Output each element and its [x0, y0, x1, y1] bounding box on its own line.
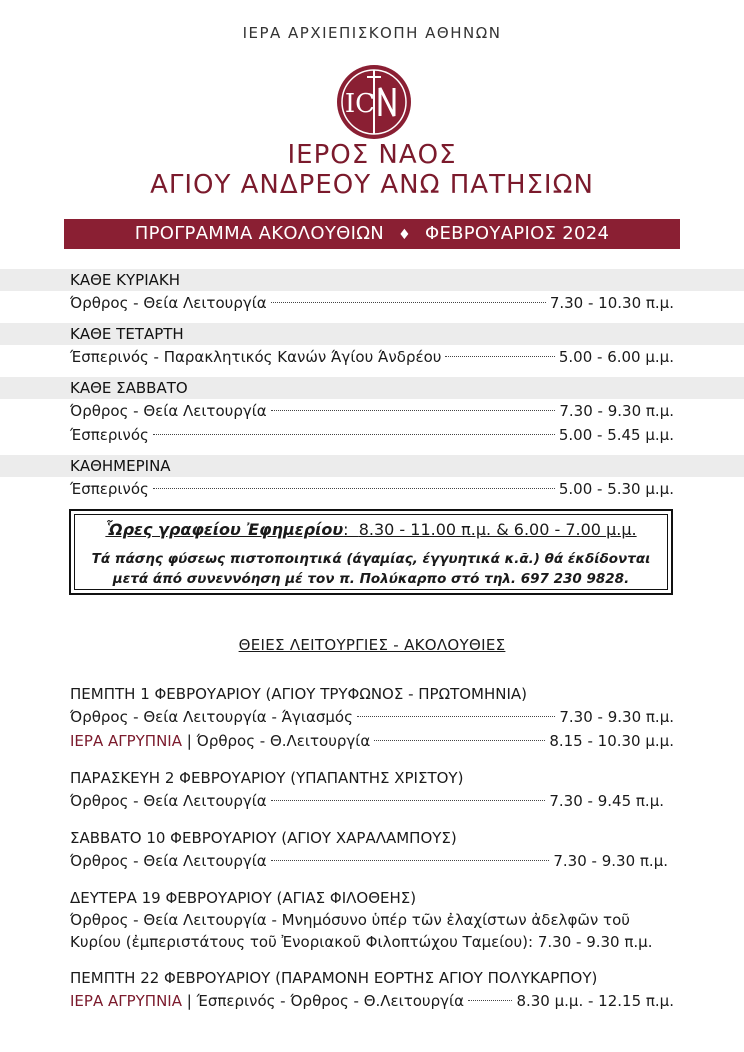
church-name-line2: ΑΓΙΟΥ ΑΝΔΡΕΟΥ ΑΝΩ ΠΑΤΗΣΙΩΝ — [150, 170, 594, 200]
leader-dots — [271, 410, 556, 411]
service-name-text: Έσπερινός - Όρθρος - Θ.Λειτουργία — [196, 992, 464, 1010]
event-feb22 — [0, 967, 744, 1013]
service-row — [0, 729, 744, 753]
service-time: 8.15 - 10.30 μ.μ. — [549, 732, 674, 750]
service-time: 5.00 - 5.45 μ.μ. — [558, 426, 674, 444]
service-row — [0, 849, 744, 873]
service-time: 7.30 - 9.45 π.μ. — [549, 792, 664, 810]
service-name: Όρθρος - Θεία Λειτουργία — [70, 402, 267, 420]
archdiocese-title: ΙΕΡΑ ΑΡΧΙΕΠΙΣΚΟΠΗ ΑΘΗΝΩΝ — [242, 24, 502, 42]
liturgies-list — [0, 683, 744, 1027]
service-name — [70, 729, 370, 753]
day-header-wednesday: ΚΑΘΕ ΤΕΤΑΡΤΗ — [0, 323, 744, 345]
service-time: 7.30 - 9.30 π.μ. — [559, 402, 674, 420]
event-title: ΠΑΡΑΣΚΕΥΗ 2 ΦΕΒΡΟΥΑΡΙΟΥ (ΥΠΑΠΑΝΤΗΣ ΧΡΙΣΤΟΥ) — [70, 769, 464, 787]
event-feb1 — [0, 683, 744, 753]
leader-dots — [271, 302, 546, 303]
service-name: Όρθρος - Θεία Λειτουργία - Άγιασμός — [70, 708, 353, 726]
banner-month-label: ΦΕΒΡΟΥΑΡΙΟΣ 2024 — [424, 223, 610, 244]
leader-dots — [374, 740, 545, 741]
leader-dots — [153, 434, 555, 435]
event-description-line1: Όρθρος - Θεία Λειτουργία - Μνημόσυνο ὑπέρ τῶν ἐλαχίστων ἀδελφῶν τοῦ — [70, 911, 630, 929]
service-row — [0, 705, 744, 729]
event-title: ΔΕΥΤΕΡΑ 19 ΦΕΒΡΟΥΑΡΙΟΥ (ΑΓΙΑΣ ΦΙΛΟΘΕΗΣ) — [70, 889, 417, 907]
service-name: Όρθρος - Θεία Λειτουργία — [70, 294, 267, 312]
office-hours-box — [69, 509, 673, 595]
service-name: Όρθρος - Θεία Λειτουργία — [70, 852, 267, 870]
event-feb19 — [0, 887, 744, 953]
office-hours-label: Ὧρες γραφείου Ἐφημερίου — [105, 520, 344, 539]
leader-dots — [153, 488, 555, 489]
day-header-sunday: ΚΑΘΕ ΚΥΡΙΑΚΗ — [0, 269, 744, 291]
service-row — [0, 345, 744, 369]
leader-dots — [468, 1000, 512, 1001]
service-time: 7.30 - 10.30 π.μ. — [549, 294, 674, 312]
service-name: Έσπερινός — [70, 426, 149, 444]
service-name: Όρθρος - Θεία Λειτουργία — [70, 792, 267, 810]
vigil-label: ΙΕΡΑ ΑΓΡΥΠΝΙΑ — [70, 732, 182, 750]
logo-letters: IC — [344, 89, 376, 119]
event-title: ΣΑΒΒΑΤΟ 10 ΦΕΒΡΟΥΑΡΙΟΥ (ΑΓΙΟΥ ΧΑΡΑΛΑΜΠΟΥΣ) — [70, 829, 457, 847]
certificates-note-line2: μετά άπό συνεννόηση μέ τον π. Πολύκαρπο στό τηλ. 697 230 9828. — [112, 571, 630, 587]
service-row — [0, 291, 744, 315]
program-banner — [64, 219, 680, 249]
service-row — [0, 789, 744, 813]
separator: | — [186, 732, 192, 750]
event-feb2 — [0, 767, 744, 813]
service-name: Έσπερινός — [70, 480, 149, 498]
service-time: 7.30 - 9.30 π.μ. — [559, 708, 674, 726]
office-hours-value: 8.30 - 11.00 π.μ. & 6.00 - 7.00 μ.μ. — [358, 520, 637, 539]
event-title: ΠΕΜΠΤΗ 1 ΦΕΒΡΟΥΑΡΙΟΥ (ΑΓΙΟΥ ΤΡΥΦΩΝΟΣ - ΠΡΩΤΟΜΗΝΙΑ) — [70, 685, 528, 703]
banner-program-label: ΠΡΟΓΡΑΜΜΑ ΑΚΟΛΟΥΘΙΩΝ — [134, 223, 385, 244]
service-row — [0, 399, 744, 423]
day-header-saturday: ΚΑΘΕ ΣΑΒΒΑΤΟ — [0, 377, 744, 399]
service-row — [0, 423, 744, 447]
service-name — [70, 989, 464, 1013]
event-description — [0, 909, 744, 953]
service-time: 5.00 - 5.30 μ.μ. — [558, 480, 674, 498]
service-row — [0, 989, 744, 1013]
service-name: Έσπερινός - Παρακλητικός Κανών Άγίου Άνδρέου — [70, 348, 442, 366]
service-row — [0, 477, 744, 501]
service-time: 7.30 - 9.30 π.μ. — [553, 852, 668, 870]
church-name — [0, 140, 744, 200]
church-emblem-logo — [336, 64, 412, 140]
church-name-line1: ΙΕΡΟΣ ΝΑΟΣ — [287, 140, 457, 170]
office-hours-line: Ὧρες γραφείου Ἐφημερίου: 8.30 - 11.00 π.μ. & 6.00 - 7.00 μ.μ. — [105, 520, 637, 539]
event-title: ΠΕΜΠΤΗ 22 ΦΕΒΡΟΥΑΡΙΟΥ (ΠΑΡΑΜΟΝΗ ΕΟΡΤΗΣ ΑΓΙΟΥ ΠΟΛΥΚΑΡΠΟΥ) — [70, 969, 598, 987]
service-time: 8.30 μ.μ. - 12.15 π.μ. — [516, 992, 674, 1010]
separator: | — [186, 992, 192, 1010]
certificates-note — [77, 549, 665, 589]
diamond-icon: ♦ — [398, 227, 411, 243]
certificates-note-line1: Τά πάσης φύσεως πιστοποιητικά (άγαμίας, έγγυητικά κ.ᾶ.) θά έκδίδονται — [91, 551, 651, 567]
event-description-line2: Κυρίου (ἐμπεριστάτους τοῦ Ἐνοριακοῦ Φιλοπτώχου Ταμείου): 7.30 - 9.30 π.μ. — [70, 933, 653, 951]
leader-dots — [445, 356, 554, 357]
vigil-label: ΙΕΡΑ ΑΓΡΥΠΝΙΑ — [70, 992, 182, 1010]
leader-dots — [357, 716, 555, 717]
day-header-daily: ΚΑΘΗΜΕΡΙΝΑ — [0, 455, 744, 477]
weekly-schedule — [0, 269, 744, 501]
service-time: 5.00 - 6.00 μ.μ. — [558, 348, 674, 366]
leader-dots — [271, 800, 546, 801]
liturgies-heading: ΘΕΙΕΣ ΛΕΙΤΟΥΡΓΙΕΣ - ΑΚΟΛΟΥΘΙΕΣ — [238, 636, 506, 654]
service-name-text: Όρθρος - Θ.Λειτουργία — [196, 732, 371, 750]
leader-dots — [271, 860, 550, 861]
event-feb10 — [0, 827, 744, 873]
